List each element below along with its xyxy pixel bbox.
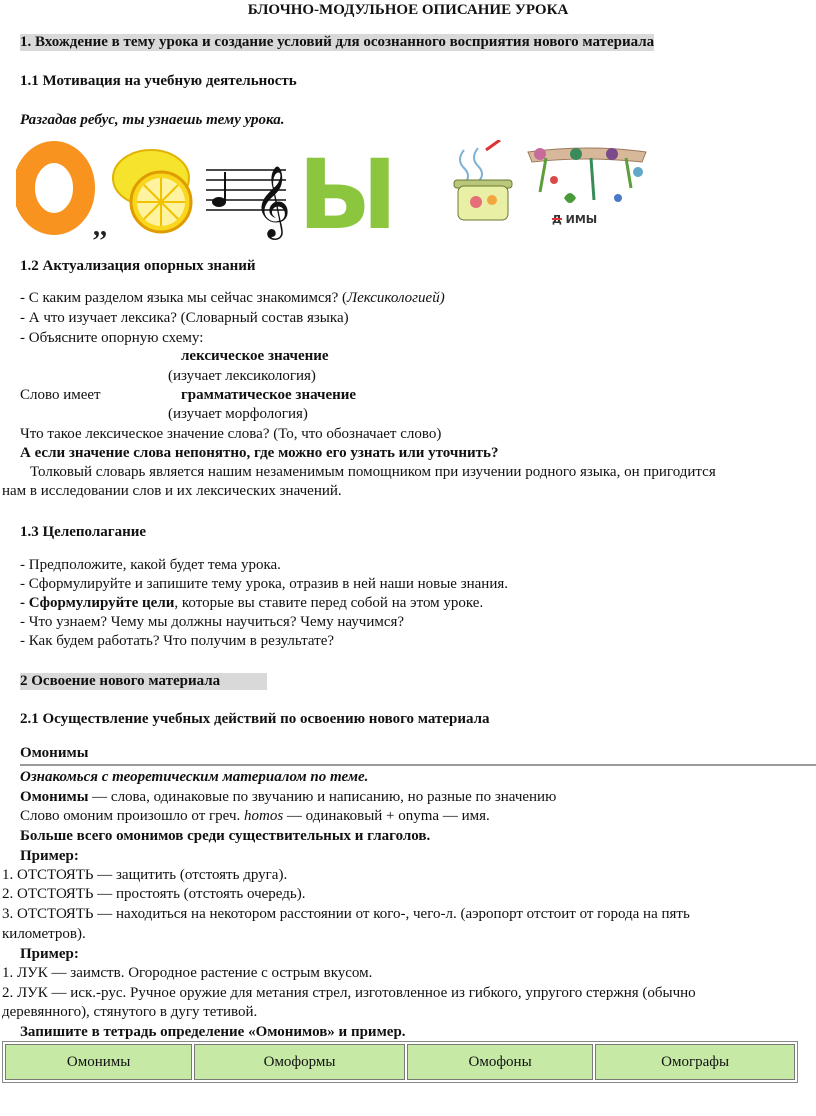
example-3-line-2: километров). [2,926,86,942]
tab-omofony[interactable]: Омофоны [407,1044,593,1080]
tab-omografy[interactable]: Омографы [595,1044,795,1080]
definition: Омонимы — слова, одинаковые по звучанию и написанию, но разные по значению [20,789,557,805]
divider [20,764,816,766]
example-5-line-2: деревянного), стянутого в дугу тетивой. [2,1004,258,1020]
scheme-word: Слово имеет [20,387,101,403]
question-1: - С каким разделом языка мы сейчас знакомимся? (Лексикологией) [20,290,445,306]
rebus-picture-label: Д ИМЫ [552,213,598,226]
most-omonyms: Больше всего омонимов среди существительных и глаголов. [20,828,431,844]
paragraph-dictionary-line-1: Толковый словарь является нашим незаменимым помощником при изучении родного языка, он пригодится [30,464,716,480]
letter-y-shape: Ы [298,140,398,240]
section-1-heading: 1. Вхождение в тему урока и создание условий для осознанного восприятия нового материала [20,34,655,50]
goal-2: - Сформулируйте и запишите тему урока, отразив в ней наши новые знания. [20,576,509,592]
omonimy-heading: Омонимы [20,745,89,761]
section-1-2-heading: 1.2 Актуализация опорных знаний [20,258,256,274]
omonym-types-table [2,1041,798,1083]
rebus-image [16,140,656,240]
scheme-grammatical: грамматическое значение [181,387,357,403]
example-label-2: Пример: [20,946,79,962]
rebus-prompt: Разгадав ребус, ты узнаешь тему урока. [20,112,285,128]
write-instruction: Запишите в тетрадь определение «Омонимов» и пример. [20,1024,406,1040]
example-3-line-1: 3. ОТСТОЯТЬ — находиться на некотором расстоянии от кого-, чего-л. (аэропорт отстоит от города на пять [2,906,690,922]
example-4: 1. ЛУК — заимств. Огородное растение с острым вкусом. [2,965,373,981]
theory-intro: Ознакомься с теоретическим материалом по теме. [20,769,369,785]
scheme-lexical-sub: (изучает лексикология) [168,368,316,384]
rebus-commas: ,, [93,211,107,240]
paragraph-dictionary-line-2: нам в исследовании слов и их лексических значений. [2,483,342,499]
question-2: - А что изучает лексика? (Словарный состав языка) [20,310,349,326]
section-2-1-heading: 2.1 Осуществление учебных действий по освоению нового материала [20,711,490,727]
scheme-lexical: лексическое значение [181,348,329,364]
example-label-1: Пример: [20,848,79,864]
question-3: - Объясните опорную схему: [20,330,204,346]
music-note-icon [212,197,226,207]
scheme-grammatical-sub: (изучает морфология) [168,406,308,422]
herbs-icon [528,148,646,203]
origin: Слово омоним произошло от греч. homos — одинаковый + onyma — имя. [20,808,490,824]
letter-o-shape [24,152,84,224]
example-2: 2. ОТСТОЯТЬ — простоять (отстоять очередь). [2,886,306,902]
goal-4: - Что узнаем? Чему мы должны научиться? Чему научимся? [20,614,405,630]
page-title: БЛОЧНО-МОДУЛЬНОЕ ОПИСАНИЕ УРОКА [247,2,569,18]
treble-clef-icon: 𝄞 [254,164,291,237]
question-5: А если значение слова непонятно, где можно его узнать или уточнить? [20,445,499,461]
pot-icon [454,140,512,220]
section-2-heading: 2 Освоение нового материала [20,673,267,690]
goal-1: - Предположите, какой будет тема урока. [20,557,281,573]
tab-omonimy[interactable]: Омонимы [5,1044,192,1080]
tab-omoformy[interactable]: Омоформы [194,1044,405,1080]
example-5-line-1: 2. ЛУК — иск.-рус. Ручное оружие для метания стрел, изготовленное из гибкого, упругого стержня (обычно [2,985,696,1001]
section-1-3-heading: 1.3 Целеполагание [20,524,147,540]
example-1: 1. ОТСТОЯТЬ — защитить (отстоять друга). [2,867,288,883]
goal-5: - Как будем работать? Что получим в результате? [20,633,335,649]
section-1-1-heading: 1.1 Мотивация на учебную деятельность [20,73,297,89]
question-4: Что такое лексическое значение слова? (То, что обозначает слово) [20,426,442,442]
goal-3: - Сформулируйте цели, которые вы ставите перед собой на этом уроке. [20,595,484,611]
